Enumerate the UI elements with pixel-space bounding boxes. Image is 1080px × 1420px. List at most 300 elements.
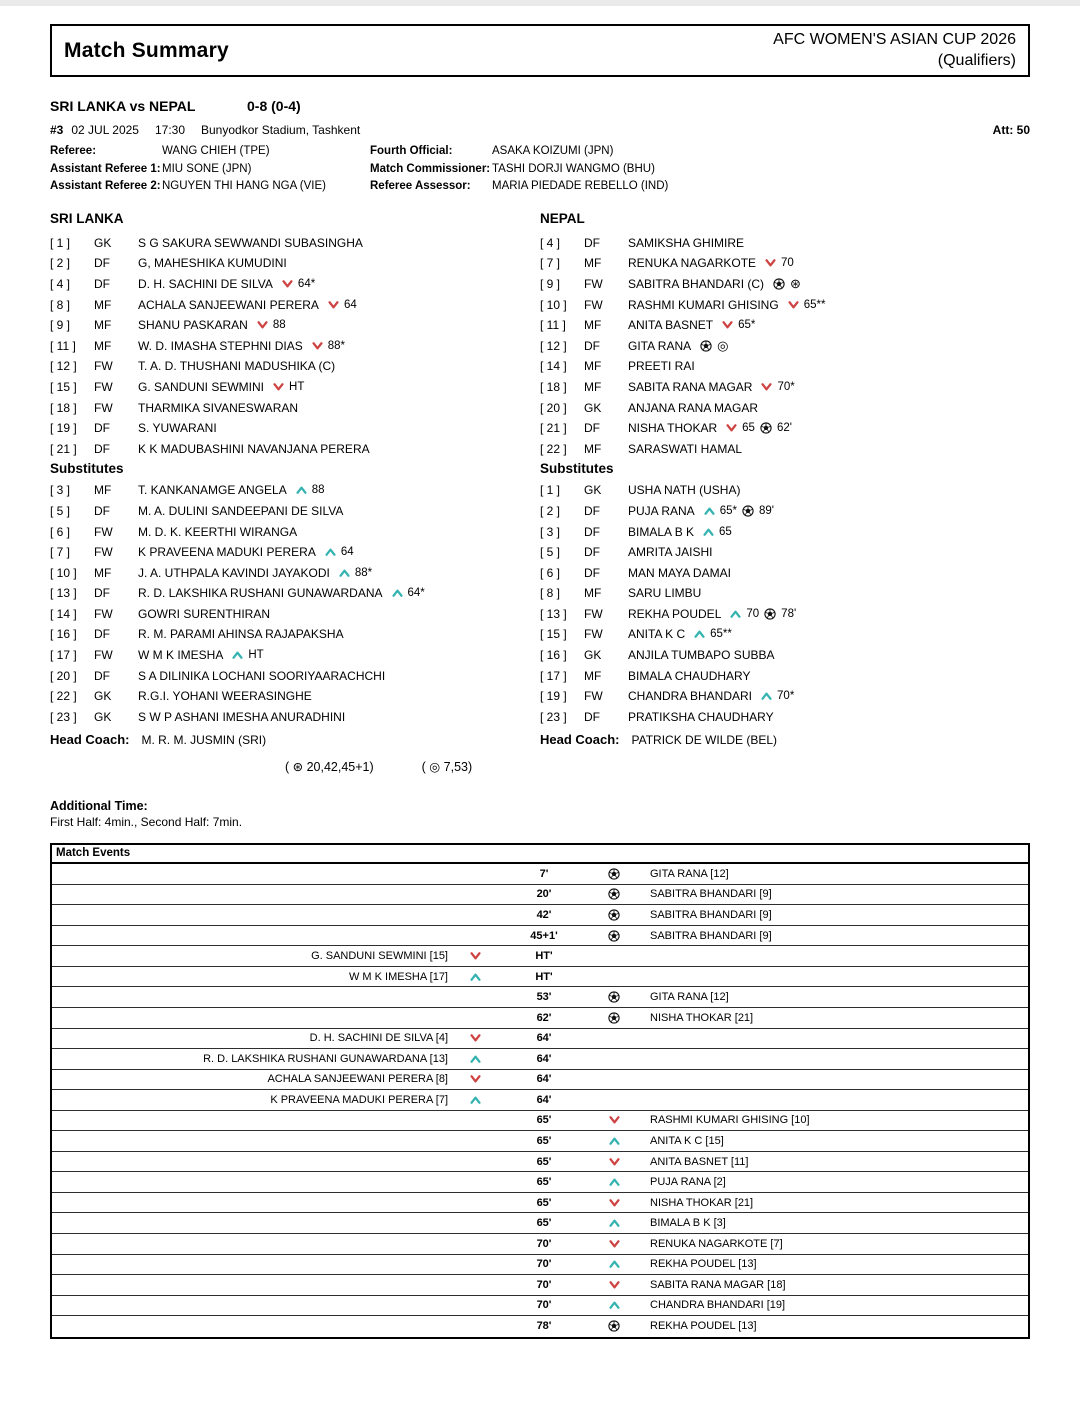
home-team-name: SRI LANKA	[50, 210, 124, 226]
match-teams: SRI LANKA vs NEPAL	[50, 98, 196, 114]
player-position: DF	[584, 524, 600, 539]
player-position: MF	[94, 338, 112, 353]
officials-table	[50, 143, 1030, 196]
player-number: [ 10 ]	[540, 297, 567, 312]
mark-minute: 70	[781, 257, 794, 270]
home-starting-lineup	[50, 233, 540, 460]
player-name: J. A. UTHPALA KAVINDI JAYAKODI	[138, 565, 330, 580]
player-row	[50, 418, 540, 439]
official-label: Referee Assessor:	[370, 180, 471, 192]
player-position: FW	[94, 648, 113, 663]
event-away-icon-cell	[590, 930, 638, 942]
sub-off-icon	[282, 280, 293, 288]
player-name: MAN MAYA DAMAI	[628, 565, 731, 580]
player-number: [ 9 ]	[540, 276, 561, 291]
player-row	[540, 665, 1030, 686]
event-row	[52, 967, 1028, 988]
event-away-player: SABITRA BHANDARI [9]	[650, 929, 772, 942]
mark-minute: 70	[746, 607, 760, 620]
sub-off-icon	[609, 1199, 620, 1207]
event-away-player: SABITRA BHANDARI [9]	[650, 888, 772, 901]
player-row	[540, 335, 1030, 356]
event-time: 64'	[536, 1073, 552, 1086]
goal-icon	[700, 340, 712, 352]
player-number: [ 3 ]	[50, 483, 71, 498]
event-away-player: ANITA BASNET [11]	[650, 1155, 749, 1168]
official-value: TASHI DORJI WANGMO (BHU)	[492, 162, 655, 175]
event-away-player: CHANDRA BHANDARI [19]	[650, 1299, 786, 1312]
player-row	[540, 707, 1030, 728]
player-row	[50, 253, 540, 274]
player-row	[540, 294, 1030, 315]
sub-on-icon	[609, 1137, 620, 1145]
player-row	[540, 315, 1030, 336]
additional-time-text: First Half: 4min., Second Half: 7min.	[50, 815, 243, 830]
player-name: W. D. IMASHA STEPHNI DIAS	[138, 338, 303, 353]
sub-on-icon	[392, 589, 403, 597]
event-row	[52, 1255, 1028, 1276]
player-position: MF	[584, 318, 602, 333]
player-row	[50, 233, 540, 254]
additional-time-label: Additional Time:	[50, 799, 148, 814]
player-name: RASHMI KUMARI GHISING	[628, 297, 779, 312]
player-row	[540, 521, 1030, 542]
player-row	[50, 501, 540, 522]
official-value: NGUYEN THI HANG NGA (VIE)	[162, 180, 327, 192]
event-time: 70'	[536, 1258, 552, 1271]
player-row	[50, 274, 540, 295]
event-time: 65'	[536, 1217, 552, 1230]
player-name: SARU LIMBU	[628, 586, 702, 601]
player-number: [ 7 ]	[540, 256, 561, 271]
mark-minute: 65*	[719, 504, 737, 517]
event-row	[52, 1029, 1028, 1050]
player-marks	[273, 381, 304, 393]
player-position: GK	[94, 709, 112, 724]
player-number: [ 8 ]	[50, 297, 71, 312]
sub-on-icon	[704, 507, 715, 515]
player-name: K K MADUBASHINI NAVANJANA PERERA	[138, 441, 370, 456]
player-row	[540, 438, 1030, 459]
player-row	[50, 294, 540, 315]
player-name: USHA NATH (USHA)	[628, 483, 741, 498]
player-marks	[257, 319, 286, 331]
player-row	[50, 686, 540, 707]
mark-minute: 89'	[758, 504, 774, 517]
player-name: K PRAVEENA MADUKI PERERA	[138, 545, 316, 560]
event-time: 65'	[536, 1196, 552, 1209]
player-row	[50, 645, 540, 666]
home-substitutes-title: Substitutes	[50, 461, 124, 477]
mark-minute: 70*	[777, 380, 795, 393]
player-row	[540, 686, 1030, 707]
competition-name: AFC WOMEN'S ASIAN CUP 2026	[773, 30, 1016, 48]
event-away-icon-cell	[590, 1281, 638, 1289]
player-position: GK	[584, 400, 602, 415]
event-row	[52, 987, 1028, 1008]
player-row	[50, 707, 540, 728]
player-name: ANITA BASNET	[628, 318, 714, 333]
player-marks	[704, 505, 774, 517]
match-date: 02 JUL 2025	[71, 123, 139, 137]
player-name: GITA RANA	[628, 338, 692, 353]
official-value: WANG CHIEH (TPE)	[162, 145, 270, 157]
player-position: FW	[584, 689, 603, 704]
player-position: MF	[584, 668, 602, 683]
player-name: ANJILA TUMBAPO SUBBA	[628, 648, 775, 663]
event-away-icon-cell	[590, 1260, 638, 1268]
event-row	[52, 1172, 1028, 1193]
event-row	[52, 864, 1028, 885]
event-time: 20'	[536, 888, 552, 901]
event-time: 65'	[536, 1135, 552, 1148]
sub-off-icon	[761, 383, 772, 391]
official-value: MIU SONE (JPN)	[162, 162, 252, 175]
sub-off-icon	[470, 1075, 481, 1083]
goal-icon	[773, 278, 785, 290]
event-away-player: NISHA THOKAR [21]	[650, 1196, 754, 1209]
player-position: DF	[584, 565, 600, 580]
player-name: RENUKA NAGARKOTE	[628, 256, 757, 271]
venue: Bunyodkor Stadium, Tashkent	[201, 123, 361, 137]
sub-on-icon	[339, 569, 350, 577]
event-time: 70'	[536, 1299, 552, 1312]
home-team-column	[50, 211, 540, 748]
sub-off-icon	[609, 1240, 620, 1248]
match-title-row	[50, 98, 1030, 114]
player-position: MF	[584, 256, 602, 271]
sub-on-icon	[325, 548, 336, 556]
player-name: ANITA K C	[628, 627, 686, 642]
event-time: HT'	[535, 970, 553, 983]
event-away-icon-cell	[590, 1301, 638, 1309]
sub-off-icon	[273, 383, 284, 391]
player-marks	[765, 257, 794, 269]
player-number: [ 20 ]	[50, 668, 77, 683]
player-number: [ 14 ]	[50, 606, 77, 621]
player-position: DF	[94, 276, 110, 291]
player-position: DF	[94, 586, 110, 601]
event-time: 65'	[536, 1155, 552, 1168]
event-row	[52, 1049, 1028, 1070]
event-away-player: REKHA POUDEL [13]	[650, 1320, 757, 1333]
player-number: [ 22 ]	[540, 441, 567, 456]
mark-minute: HT	[289, 380, 305, 393]
player-number: [ 12 ]	[50, 359, 77, 374]
match-meta-row	[50, 123, 1030, 137]
event-away-icon-cell	[590, 1240, 638, 1248]
event-row	[52, 1234, 1028, 1255]
event-home-player: D. H. SACHINI DE SILVA [4]	[309, 1032, 448, 1045]
player-name: R.G.I. YOHANI WEERASINGHE	[138, 689, 312, 704]
kickoff-time: 17:30	[154, 123, 185, 137]
player-number: [ 19 ]	[50, 421, 77, 436]
player-name: CHANDRA BHANDARI	[628, 689, 753, 704]
sub-off-icon	[470, 952, 481, 960]
player-marks	[703, 526, 732, 538]
player-number: [ 13 ]	[540, 606, 567, 621]
player-number: [ 8 ]	[540, 586, 561, 601]
player-position: DF	[584, 338, 600, 353]
event-away-icon-cell	[590, 991, 638, 1003]
player-name: T. A. D. THUSHANI MADUSHIKA (C)	[138, 359, 336, 374]
player-row	[540, 542, 1030, 563]
event-away-icon-cell	[590, 868, 638, 880]
event-away-player: ANITA K C [15]	[650, 1135, 724, 1148]
player-number: [ 10 ]	[50, 565, 77, 580]
player-row	[540, 583, 1030, 604]
sub-off-icon	[257, 321, 268, 329]
away-substitutes-list	[540, 480, 1030, 727]
sub-on-icon	[761, 692, 772, 700]
player-number: [ 18 ]	[50, 400, 77, 415]
player-marks	[282, 278, 315, 290]
player-position: FW	[584, 276, 603, 291]
event-home-icon-cell	[452, 1055, 498, 1063]
mark-minute: 65**	[803, 298, 826, 311]
player-marks	[773, 277, 801, 290]
player-number: [ 23 ]	[50, 709, 77, 724]
player-marks	[788, 299, 826, 311]
away-team-name: NEPAL	[540, 210, 585, 226]
player-position: MF	[584, 586, 602, 601]
player-position: MF	[584, 441, 602, 456]
player-position: FW	[584, 627, 603, 642]
sub-off-icon	[722, 321, 733, 329]
mark-minute: 64*	[407, 587, 425, 600]
player-marks	[328, 299, 357, 311]
player-name: S W P ASHANI IMESHA ANURADHINI	[138, 709, 346, 724]
player-name: SARASWATI HAMAL	[628, 441, 743, 456]
sub-on-icon	[703, 528, 714, 536]
player-number: [ 9 ]	[50, 318, 71, 333]
event-home-player: ACHALA SANJEEWANI PERERA [8]	[267, 1073, 448, 1086]
player-name: D. H. SACHINI DE SILVA	[138, 276, 273, 291]
event-away-player: SABITA RANA MAGAR [18]	[650, 1278, 786, 1291]
competition-stage: (Qualifiers)	[937, 51, 1016, 69]
event-home-icon-cell	[452, 1034, 498, 1042]
event-time: 64'	[536, 1093, 552, 1106]
player-number: [ 21 ]	[50, 441, 77, 456]
goal-times-legend	[285, 759, 1030, 774]
player-marks	[700, 339, 728, 352]
player-row	[50, 665, 540, 686]
report-header	[50, 24, 1030, 77]
event-row	[52, 1316, 1028, 1337]
player-row	[50, 377, 540, 398]
player-number: [ 23 ]	[540, 709, 567, 724]
player-marks	[761, 690, 794, 702]
event-away-icon-cell	[590, 1320, 638, 1332]
away-coach-label: Head Coach:	[540, 732, 620, 748]
player-row	[540, 274, 1030, 295]
event-time: 53'	[536, 991, 552, 1004]
player-row	[540, 233, 1030, 254]
player-number: [ 13 ]	[50, 586, 77, 601]
sub-on-icon	[470, 1055, 481, 1063]
player-row	[50, 315, 540, 336]
player-name: SABITA RANA MAGAR	[628, 379, 753, 394]
player-position: MF	[584, 359, 602, 374]
player-row	[540, 397, 1030, 418]
goal-icon	[760, 422, 772, 434]
player-marks	[312, 340, 345, 352]
player-row	[540, 624, 1030, 645]
player-position: DF	[584, 421, 600, 436]
event-away-icon-cell	[590, 909, 638, 921]
mark-minute: 70*	[777, 690, 795, 703]
event-time: 64'	[536, 1032, 552, 1045]
event-time: 65'	[536, 1114, 552, 1127]
player-position: GK	[584, 483, 602, 498]
player-marks	[392, 587, 425, 599]
goal-icon	[608, 888, 620, 900]
player-position: FW	[584, 297, 603, 312]
match-events-table	[50, 843, 1030, 1339]
event-time: 7'	[539, 867, 549, 880]
player-row	[540, 645, 1030, 666]
player-row	[540, 356, 1030, 377]
player-position: DF	[94, 627, 110, 642]
player-name: PREETI RAI	[628, 359, 695, 374]
goal-icon	[742, 505, 754, 517]
event-away-icon-cell	[590, 1199, 638, 1207]
player-position: MF	[94, 565, 112, 580]
mark-minute: 65	[719, 525, 732, 538]
sub-off-icon	[470, 1034, 481, 1042]
player-name: S G SAKURA SEWWANDI SUBASINGHA	[138, 235, 363, 250]
player-number: [ 16 ]	[50, 627, 77, 642]
event-home-player: G. SANDUNI SEWMINI [15]	[311, 950, 448, 963]
away-substitutes-title: Substitutes	[540, 461, 614, 477]
event-away-player: BIMALA B K [3]	[650, 1217, 726, 1230]
event-away-icon-cell	[590, 888, 638, 900]
event-away-player: REKHA POUDEL [13]	[650, 1258, 757, 1271]
event-away-icon-cell	[590, 1137, 638, 1145]
player-name: AMRITA JAISHI	[628, 545, 713, 560]
event-row	[52, 1296, 1028, 1317]
player-number: [ 21 ]	[540, 421, 567, 436]
player-row	[50, 438, 540, 459]
player-position: DF	[94, 421, 110, 436]
event-away-icon-cell	[590, 1178, 638, 1186]
match-events-header: Match Events	[52, 845, 1028, 864]
player-number: [ 4 ]	[50, 276, 71, 291]
player-row	[50, 604, 540, 625]
player-name: M. D. K. KEERTHI WIRANGA	[138, 524, 298, 539]
event-row	[52, 946, 1028, 967]
mark-minute: 65**	[710, 628, 732, 641]
player-position: DF	[94, 668, 110, 683]
player-name: PUJA RANA	[628, 503, 695, 518]
player-position: GK	[94, 689, 112, 704]
player-number: [ 2 ]	[50, 256, 71, 271]
player-row	[540, 480, 1030, 501]
goal-icon	[608, 991, 620, 1003]
mark-minute: HT	[248, 649, 264, 662]
event-time: 64'	[536, 1052, 552, 1065]
event-row	[52, 905, 1028, 926]
player-position: DF	[584, 503, 600, 518]
sub-off-icon	[788, 301, 799, 309]
player-marks	[761, 381, 794, 393]
page-title: Match Summary	[64, 38, 229, 62]
sub-off-icon	[328, 301, 339, 309]
mark-minute: 65*	[738, 319, 756, 332]
goal-key-icon: ◎	[717, 338, 729, 354]
goal-icon	[608, 868, 620, 880]
match-score: 0-8 (0-4)	[247, 98, 301, 114]
player-row	[540, 501, 1030, 522]
sub-on-icon	[470, 1096, 481, 1104]
event-away-player: SABITRA BHANDARI [9]	[650, 909, 772, 922]
event-away-icon-cell	[590, 1012, 638, 1024]
event-away-player: PUJA RANA [2]	[650, 1176, 726, 1189]
player-number: [ 22 ]	[50, 689, 77, 704]
player-row	[540, 253, 1030, 274]
player-marks	[722, 319, 755, 331]
away-team-column	[540, 211, 1030, 748]
event-row	[52, 1193, 1028, 1214]
official-label: Assistant Referee 2:	[50, 180, 161, 192]
match-number: #3	[50, 123, 64, 137]
goal-times-entry: ( ◎ 7,53)	[421, 760, 473, 775]
player-number: [ 5 ]	[50, 503, 71, 518]
event-row	[52, 885, 1028, 906]
player-row	[50, 480, 540, 501]
event-row	[52, 1070, 1028, 1091]
official-label: Fourth Official:	[370, 145, 453, 157]
mark-minute: 78'	[781, 607, 797, 620]
event-time: 62'	[536, 1011, 552, 1024]
sub-off-icon	[726, 424, 737, 432]
player-position: MF	[94, 297, 112, 312]
player-number: [ 11 ]	[540, 318, 566, 333]
player-position: FW	[94, 545, 113, 560]
sub-off-icon	[609, 1158, 620, 1166]
player-name: ACHALA SANJEEWANI PERERA	[138, 297, 319, 312]
event-away-player: NISHA THOKAR [21]	[650, 1011, 754, 1024]
goal-icon	[764, 608, 776, 620]
player-name: S. YUWARANI	[138, 421, 217, 436]
player-row	[50, 562, 540, 583]
event-row	[52, 1008, 1028, 1029]
event-away-player: RENUKA NAGARKOTE [7]	[650, 1237, 783, 1250]
player-name: PRATIKSHA CHAUDHARY	[628, 709, 774, 724]
player-number: [ 1 ]	[540, 483, 561, 498]
event-row	[52, 1152, 1028, 1173]
event-time: 70'	[536, 1237, 552, 1250]
player-row	[50, 397, 540, 418]
player-row	[50, 521, 540, 542]
event-away-icon-cell	[590, 1116, 638, 1124]
player-name: BIMALA CHAUDHARY	[628, 668, 751, 683]
player-number: [ 15 ]	[50, 379, 77, 394]
home-coach-row	[50, 732, 540, 747]
player-name: M. A. DULINI SANDEEPANI DE SILVA	[138, 503, 344, 518]
event-row	[52, 1213, 1028, 1234]
additional-time-section	[50, 798, 1030, 830]
sub-on-icon	[232, 651, 243, 659]
player-number: [ 12 ]	[540, 338, 567, 353]
home-coach-label: Head Coach:	[50, 732, 130, 748]
event-time: 45+1'	[530, 929, 558, 942]
player-row	[540, 562, 1030, 583]
sub-on-icon	[609, 1219, 620, 1227]
player-name: NISHA THOKAR	[628, 421, 718, 436]
goal-icon	[608, 930, 620, 942]
player-marks	[694, 628, 732, 640]
